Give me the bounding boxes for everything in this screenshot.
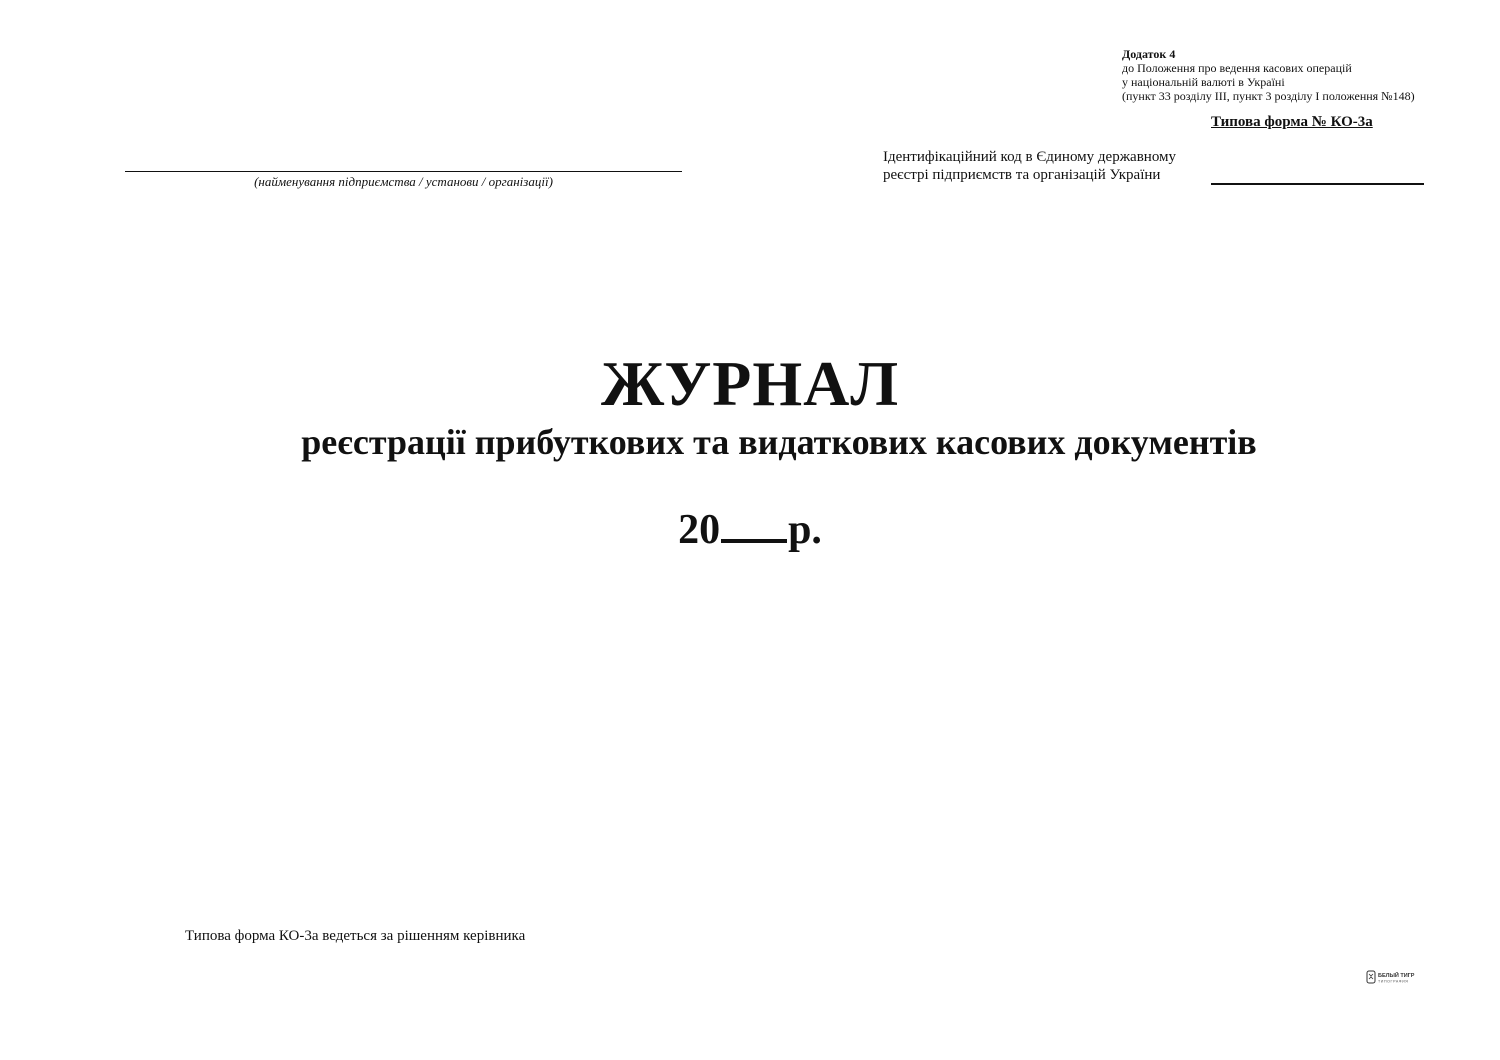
appendix-title: Додаток 4: [1122, 47, 1176, 61]
appendix-line: у національній валюті в Україні: [1122, 75, 1285, 89]
logo-text: БЕЛЫЙ ТИГР: [1378, 973, 1415, 979]
journal-title: ЖУРНАЛ: [600, 348, 900, 419]
identification-code-label: [883, 148, 1176, 184]
year-prefix: 20: [678, 507, 721, 553]
form-type-label: Типова форма № КО-3а: [1211, 114, 1373, 130]
identification-code-field[interactable]: [1211, 183, 1424, 185]
appendix-note: [1122, 47, 1415, 103]
year-blank-field[interactable]: [721, 507, 787, 543]
appendix-line: до Положення про ведення касових операцій: [1122, 61, 1352, 75]
year-suffix: р.: [788, 507, 822, 553]
tiger-logo-icon: [1366, 970, 1428, 984]
organization-name-caption: (найменування підприємства / установи / організації): [254, 174, 553, 189]
journal-subtitle: реєстрації прибуткових та видаткових касових документів: [301, 422, 1257, 462]
year-line: [0, 505, 1500, 555]
organization-name-field[interactable]: [125, 171, 682, 172]
footer-note: Типова форма КО-3а ведеться за рішенням керівника: [185, 928, 526, 944]
identification-label-line: реєстрі підприємств та організацій України: [883, 167, 1161, 183]
identification-label-line: Ідентифікаційний код в Єдиному державному: [883, 149, 1177, 165]
appendix-line: (пункт 33 розділу III, пункт 3 розділу I положення №148): [1122, 89, 1415, 103]
logo-subtext: ТИПОГРАФИЯ: [1378, 979, 1409, 984]
